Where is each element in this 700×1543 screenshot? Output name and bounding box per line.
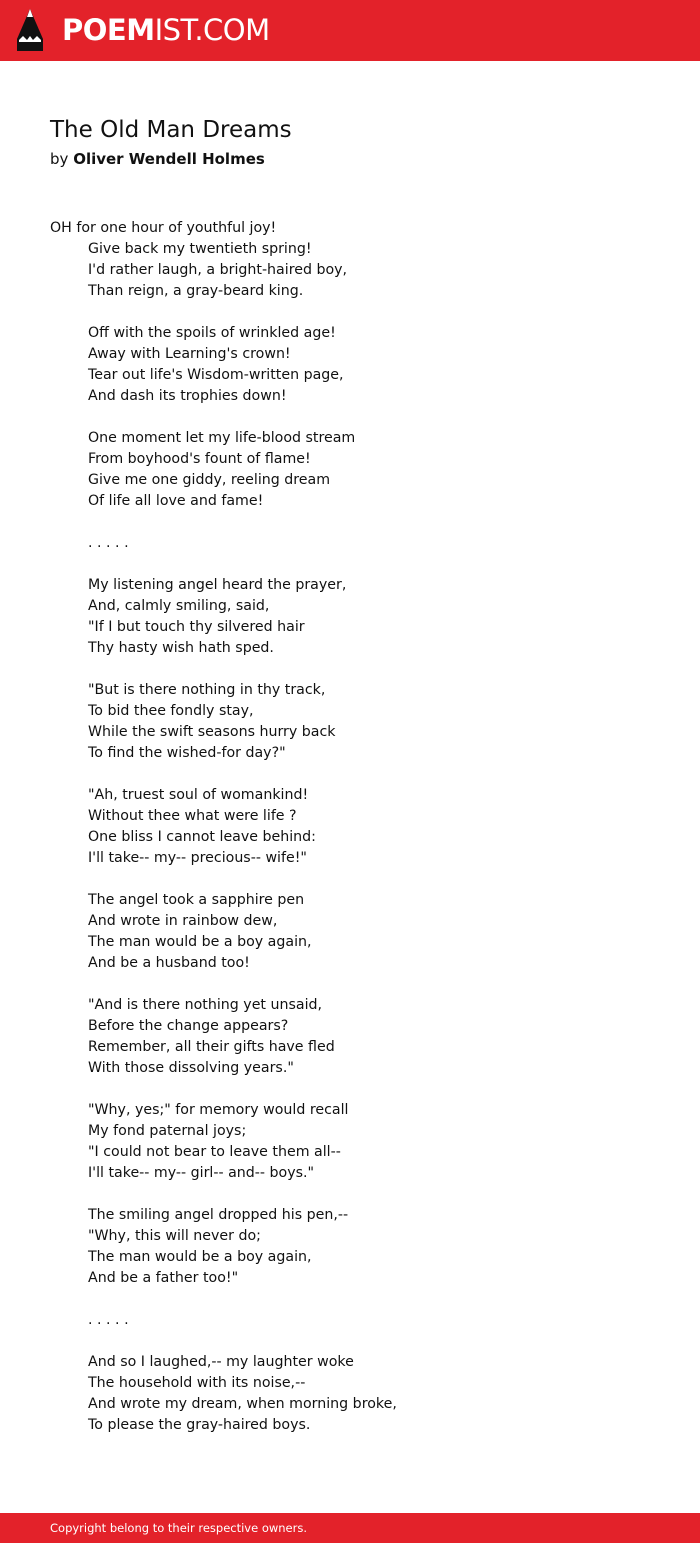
poem-line: And, calmly smiling, said,	[88, 598, 270, 614]
stanza-break	[50, 302, 670, 323]
poem-line: And dash its trophies down!	[88, 388, 287, 404]
poem-line: My listening angel heard the prayer,	[88, 577, 347, 593]
site-logo-link[interactable]	[62, 12, 270, 48]
poem-line: Give me one giddy, reeling dream	[88, 472, 331, 488]
poem-line: "And is there nothing yet unsaid,	[88, 997, 323, 1013]
poem-line: And so I laughed,-- my laughter woke	[88, 1354, 354, 1370]
poem-line: To bid thee fondly stay,	[88, 703, 254, 719]
poem-line: The household with its noise,--	[88, 1375, 306, 1391]
stanza-break	[50, 407, 670, 428]
stanza-break	[50, 1184, 670, 1205]
poem-line: My fond paternal joys;	[88, 1123, 247, 1139]
poem-line: The angel took a sapphire pen	[88, 892, 305, 908]
poem-line: From boyhood's fount of flame!	[88, 451, 311, 467]
poem-line: And be a husband too!	[88, 955, 250, 971]
stanza-break	[50, 554, 670, 575]
poem-line: I'll take-- my-- girl-- and-- boys."	[88, 1165, 315, 1181]
poem-author: Oliver Wendell Holmes	[73, 150, 265, 168]
poem-line: To please the gray-haired boys.	[88, 1417, 311, 1433]
poem-line: And wrote in rainbow dew,	[88, 913, 278, 929]
stanza-break	[50, 659, 670, 680]
poem-line: Away with Learning's crown!	[88, 346, 291, 362]
poem-line: Of life all love and fame!	[88, 493, 264, 509]
poem-line: Tear out life's Wisdom-written page,	[88, 367, 344, 383]
poem-byline	[50, 148, 265, 170]
poem-line: To find the wished-for day?"	[88, 745, 286, 761]
poem-line: "If I but touch thy silvered hair	[88, 619, 305, 635]
poem-line: "But is there nothing in thy track,	[88, 682, 326, 698]
poem-line: "Ah, truest soul of womankind!	[88, 787, 309, 803]
poem-line: "Why, this will never do;	[88, 1228, 261, 1244]
logo-bold-text: POEM	[62, 13, 155, 47]
logo-light-text: IST.COM	[154, 13, 270, 47]
poem-line: "Why, yes;" for memory would recall	[88, 1102, 349, 1118]
poem-title: The Old Man Dreams	[50, 117, 292, 143]
pencil-tip-icon[interactable]	[17, 9, 43, 51]
poem-line: With those dissolving years."	[88, 1060, 294, 1076]
stanza-break	[50, 1289, 670, 1310]
stanza-break	[50, 869, 670, 890]
poem-line: Than reign, a gray-beard king.	[88, 283, 304, 299]
byline-prefix: by	[50, 150, 69, 168]
stanza-break	[50, 1331, 670, 1352]
poem-line: OH for one hour of youthful joy!	[50, 220, 277, 236]
poem-line: The man would be a boy again,	[88, 934, 312, 950]
poem-line: Remember, all their gifts have fled	[88, 1039, 335, 1055]
poem-line: I'll take-- my-- precious-- wife!"	[88, 850, 307, 866]
stanza-break	[50, 512, 670, 533]
poem-body	[50, 218, 670, 1436]
poem-line: . . . . .	[88, 535, 129, 551]
poem-line: And be a father too!"	[88, 1270, 239, 1286]
poem-line: I'd rather laugh, a bright-haired boy,	[88, 262, 348, 278]
poem-line: One bliss I cannot leave behind:	[88, 829, 316, 845]
copyright-notice: Copyright belong to their respective owners.	[50, 1521, 308, 1535]
poem-line: Thy hasty wish hath sped.	[88, 640, 274, 656]
poem-line: And wrote my dream, when morning broke,	[88, 1396, 397, 1412]
stanza-break	[50, 764, 670, 785]
poem-line: One moment let my life-blood stream	[88, 430, 356, 446]
stanza-break	[50, 1079, 670, 1100]
stanza-break	[50, 974, 670, 995]
poem-line: While the swift seasons hurry back	[88, 724, 336, 740]
poem-line: The man would be a boy again,	[88, 1249, 312, 1265]
poem-line: "I could not bear to leave them all--	[88, 1144, 341, 1160]
site-header	[0, 0, 700, 61]
poem-line: Before the change appears?	[88, 1018, 289, 1034]
site-footer	[0, 1513, 700, 1543]
poem-line: Without thee what were life ?	[88, 808, 297, 824]
poem-line: Give back my twentieth spring!	[88, 241, 312, 257]
poem-line: . . . . .	[88, 1312, 129, 1328]
poem-line: The smiling angel dropped his pen,--	[88, 1207, 349, 1223]
poem-line: Off with the spoils of wrinkled age!	[88, 325, 336, 341]
